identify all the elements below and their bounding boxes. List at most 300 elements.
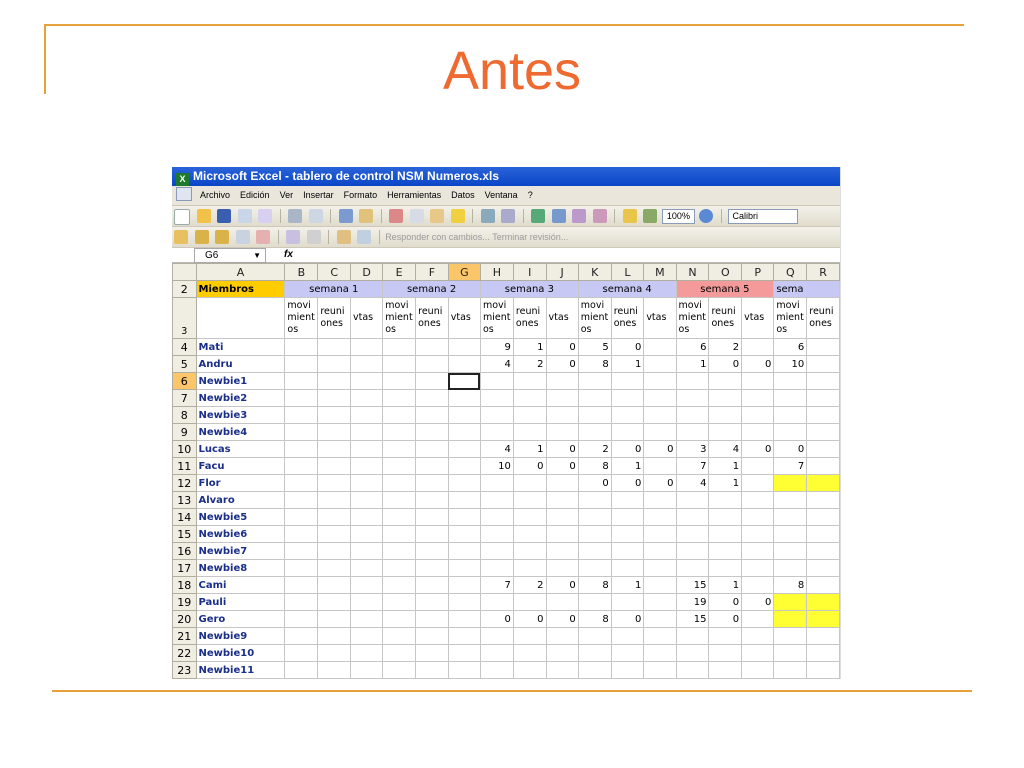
data-cell[interactable] — [807, 339, 840, 356]
data-cell[interactable]: 15 — [676, 611, 709, 628]
data-cell[interactable] — [480, 543, 513, 560]
data-cell[interactable] — [676, 390, 709, 407]
next-comment-icon[interactable] — [215, 230, 229, 244]
data-cell[interactable] — [318, 492, 351, 509]
data-cell[interactable] — [318, 611, 351, 628]
data-cell[interactable] — [578, 645, 611, 662]
data-cell[interactable] — [383, 560, 416, 577]
data-cell[interactable] — [742, 458, 774, 475]
data-cell[interactable] — [774, 492, 807, 509]
data-cell[interactable] — [285, 458, 318, 475]
name-box[interactable] — [194, 248, 266, 263]
week-header[interactable]: semana 3 — [480, 281, 578, 298]
data-cell[interactable] — [318, 662, 351, 679]
data-cell[interactable] — [546, 390, 578, 407]
data-cell[interactable] — [383, 645, 416, 662]
folder-icon[interactable] — [174, 230, 188, 244]
data-cell[interactable]: 3 — [676, 441, 709, 458]
undo-icon[interactable] — [481, 209, 495, 223]
data-cell[interactable] — [807, 475, 840, 492]
column-header[interactable]: R — [807, 264, 840, 281]
data-cell[interactable] — [350, 543, 382, 560]
data-cell[interactable] — [383, 611, 416, 628]
data-cell[interactable] — [774, 662, 807, 679]
data-cell[interactable]: 1 — [709, 475, 742, 492]
data-cell[interactable] — [350, 424, 382, 441]
data-cell[interactable] — [480, 492, 513, 509]
member-name-cell[interactable]: Newbie7 — [196, 543, 285, 560]
data-cell[interactable] — [318, 475, 351, 492]
data-cell[interactable] — [416, 475, 449, 492]
data-cell[interactable] — [578, 628, 611, 645]
data-cell[interactable]: 0 — [546, 458, 578, 475]
data-cell[interactable] — [448, 526, 480, 543]
data-cell[interactable] — [416, 458, 449, 475]
data-cell[interactable] — [318, 577, 351, 594]
data-cell[interactable] — [546, 509, 578, 526]
member-name-cell[interactable]: Cami — [196, 577, 285, 594]
sub-header-cell[interactable]: reuni ones — [513, 298, 546, 339]
column-header[interactable]: A — [196, 264, 285, 281]
sub-header-cell[interactable]: reuni ones — [807, 298, 840, 339]
data-cell[interactable] — [644, 543, 676, 560]
row-header[interactable]: 15 — [173, 526, 197, 543]
member-name-cell[interactable]: Facu — [196, 458, 285, 475]
row-header[interactable]: 23 — [173, 662, 197, 679]
member-name-cell[interactable]: Newbie10 — [196, 645, 285, 662]
paste-icon[interactable] — [430, 209, 444, 223]
member-name-cell[interactable]: Newbie4 — [196, 424, 285, 441]
row-header[interactable]: 5 — [173, 356, 197, 373]
data-cell[interactable] — [742, 577, 774, 594]
data-cell[interactable] — [611, 390, 644, 407]
data-cell[interactable] — [383, 509, 416, 526]
data-cell[interactable] — [709, 662, 742, 679]
data-cell[interactable] — [676, 645, 709, 662]
data-cell[interactable] — [774, 475, 807, 492]
data-cell[interactable] — [383, 373, 416, 390]
data-cell[interactable] — [416, 611, 449, 628]
data-cell[interactable] — [448, 509, 480, 526]
data-cell[interactable]: 1 — [611, 458, 644, 475]
data-cell[interactable] — [807, 611, 840, 628]
data-cell[interactable] — [742, 509, 774, 526]
data-cell[interactable] — [318, 458, 351, 475]
data-cell[interactable] — [546, 526, 578, 543]
data-cell[interactable] — [644, 526, 676, 543]
data-cell[interactable] — [416, 407, 449, 424]
help-icon[interactable] — [699, 209, 713, 223]
print-icon[interactable] — [288, 209, 302, 223]
data-cell[interactable] — [448, 475, 480, 492]
data-cell[interactable]: 0 — [774, 441, 807, 458]
data-cell[interactable] — [709, 424, 742, 441]
week-header[interactable]: semana 2 — [383, 281, 481, 298]
data-cell[interactable] — [285, 492, 318, 509]
data-cell[interactable] — [774, 390, 807, 407]
data-cell[interactable] — [644, 390, 676, 407]
data-cell[interactable] — [742, 424, 774, 441]
data-cell[interactable] — [350, 373, 382, 390]
data-cell[interactable] — [578, 526, 611, 543]
data-cell[interactable] — [350, 611, 382, 628]
data-cell[interactable]: 0 — [611, 441, 644, 458]
data-cell[interactable] — [350, 492, 382, 509]
data-cell[interactable] — [578, 390, 611, 407]
data-cell[interactable] — [416, 526, 449, 543]
data-cell[interactable] — [644, 628, 676, 645]
data-cell[interactable] — [383, 407, 416, 424]
data-cell[interactable]: 0 — [578, 475, 611, 492]
sub-header-cell[interactable]: vtas — [448, 298, 480, 339]
member-name-cell[interactable]: Newbie9 — [196, 628, 285, 645]
data-cell[interactable] — [416, 628, 449, 645]
data-cell[interactable] — [318, 373, 351, 390]
data-cell[interactable]: 1 — [513, 339, 546, 356]
data-cell[interactable] — [807, 645, 840, 662]
data-cell[interactable] — [350, 407, 382, 424]
data-cell[interactable]: 6 — [676, 339, 709, 356]
data-cell[interactable] — [448, 543, 480, 560]
member-name-cell[interactable]: Alvaro — [196, 492, 285, 509]
data-cell[interactable] — [383, 526, 416, 543]
data-cell[interactable] — [416, 594, 449, 611]
data-cell[interactable] — [416, 543, 449, 560]
data-cell[interactable] — [448, 458, 480, 475]
data-cell[interactable] — [709, 628, 742, 645]
data-cell[interactable] — [676, 424, 709, 441]
print-comments-icon[interactable] — [357, 230, 371, 244]
data-cell[interactable] — [676, 509, 709, 526]
data-cell[interactable] — [513, 645, 546, 662]
row-header[interactable]: 22 — [173, 645, 197, 662]
data-cell[interactable] — [350, 509, 382, 526]
data-cell[interactable] — [513, 424, 546, 441]
data-cell[interactable] — [611, 373, 644, 390]
data-cell[interactable]: 2 — [513, 356, 546, 373]
permission-icon[interactable] — [238, 209, 252, 223]
sub-header-cell[interactable]: vtas — [644, 298, 676, 339]
data-cell[interactable]: 4 — [480, 356, 513, 373]
data-cell[interactable] — [774, 373, 807, 390]
data-cell[interactable] — [416, 441, 449, 458]
data-cell[interactable]: 0 — [480, 611, 513, 628]
data-cell[interactable] — [742, 560, 774, 577]
data-cell[interactable] — [709, 526, 742, 543]
data-cell[interactable] — [513, 594, 546, 611]
column-header[interactable]: N — [676, 264, 709, 281]
data-cell[interactable] — [644, 407, 676, 424]
data-cell[interactable] — [578, 543, 611, 560]
data-cell[interactable] — [416, 424, 449, 441]
data-cell[interactable] — [350, 339, 382, 356]
row-header[interactable]: 18 — [173, 577, 197, 594]
data-cell[interactable] — [546, 662, 578, 679]
data-cell[interactable] — [480, 628, 513, 645]
data-cell[interactable] — [416, 645, 449, 662]
data-cell[interactable] — [709, 560, 742, 577]
data-cell[interactable] — [578, 373, 611, 390]
reply-with-changes-button[interactable]: Responder con cambios... — [385, 232, 490, 242]
data-cell[interactable] — [546, 407, 578, 424]
print-preview-icon[interactable] — [309, 209, 323, 223]
data-cell[interactable] — [709, 390, 742, 407]
data-cell[interactable] — [318, 543, 351, 560]
data-cell[interactable] — [644, 339, 676, 356]
data-cell[interactable] — [513, 373, 546, 390]
data-cell[interactable] — [318, 390, 351, 407]
menu-item[interactable]: Formato — [343, 190, 378, 200]
save-icon[interactable] — [217, 209, 231, 223]
data-cell[interactable] — [611, 407, 644, 424]
format-painter-icon[interactable] — [451, 209, 465, 223]
data-cell[interactable]: 5 — [578, 339, 611, 356]
data-cell[interactable] — [285, 594, 318, 611]
data-cell[interactable] — [285, 560, 318, 577]
data-cell[interactable] — [448, 390, 480, 407]
data-cell[interactable] — [807, 662, 840, 679]
row-header[interactable]: 12 — [173, 475, 197, 492]
data-cell[interactable] — [774, 560, 807, 577]
member-name-cell[interactable]: Mati — [196, 339, 285, 356]
select-all-corner[interactable] — [173, 264, 197, 281]
data-cell[interactable] — [774, 543, 807, 560]
data-cell[interactable] — [383, 475, 416, 492]
column-header[interactable]: Q — [774, 264, 807, 281]
data-cell[interactable]: 0 — [644, 475, 676, 492]
data-cell[interactable] — [448, 339, 480, 356]
member-name-cell[interactable]: Gero — [196, 611, 285, 628]
data-cell[interactable] — [807, 628, 840, 645]
data-cell[interactable] — [448, 560, 480, 577]
data-cell[interactable] — [350, 662, 382, 679]
data-cell[interactable] — [513, 543, 546, 560]
data-cell[interactable] — [546, 560, 578, 577]
data-cell[interactable] — [448, 407, 480, 424]
member-name-cell[interactable]: Newbie2 — [196, 390, 285, 407]
data-cell[interactable] — [383, 424, 416, 441]
data-cell[interactable] — [807, 356, 840, 373]
data-cell[interactable] — [416, 339, 449, 356]
data-cell[interactable] — [513, 560, 546, 577]
data-cell[interactable] — [774, 628, 807, 645]
column-header[interactable]: K — [578, 264, 611, 281]
data-cell[interactable] — [611, 645, 644, 662]
data-cell[interactable] — [611, 628, 644, 645]
sub-header-cell[interactable]: reuni ones — [611, 298, 644, 339]
data-cell[interactable] — [807, 407, 840, 424]
data-cell[interactable] — [742, 526, 774, 543]
data-cell[interactable] — [578, 594, 611, 611]
data-cell[interactable] — [480, 509, 513, 526]
data-cell[interactable] — [416, 356, 449, 373]
data-cell[interactable] — [285, 390, 318, 407]
data-cell[interactable] — [285, 441, 318, 458]
data-cell[interactable] — [285, 662, 318, 679]
data-cell[interactable]: 2 — [578, 441, 611, 458]
data-cell[interactable]: 6 — [774, 339, 807, 356]
menu-item[interactable]: Datos — [451, 190, 475, 200]
data-cell[interactable] — [676, 543, 709, 560]
data-cell[interactable] — [285, 373, 318, 390]
data-cell[interactable] — [285, 611, 318, 628]
data-cell[interactable] — [318, 441, 351, 458]
column-header[interactable]: I — [513, 264, 546, 281]
prev-comment-icon[interactable] — [195, 230, 209, 244]
data-cell[interactable] — [448, 662, 480, 679]
data-cell[interactable] — [383, 356, 416, 373]
member-name-cell[interactable]: Andru — [196, 356, 285, 373]
data-cell[interactable] — [676, 492, 709, 509]
data-cell[interactable] — [644, 356, 676, 373]
sub-header-cell[interactable]: movi mient os — [383, 298, 416, 339]
row-header[interactable]: 3 — [173, 298, 197, 339]
member-name-cell[interactable]: Newbie1 — [196, 373, 285, 390]
data-cell[interactable]: 8 — [578, 458, 611, 475]
member-name-cell[interactable]: Newbie11 — [196, 662, 285, 679]
data-cell[interactable] — [546, 424, 578, 441]
data-cell[interactable] — [578, 424, 611, 441]
row-header[interactable]: 19 — [173, 594, 197, 611]
data-cell[interactable] — [285, 475, 318, 492]
data-cell[interactable] — [383, 594, 416, 611]
data-cell[interactable] — [611, 424, 644, 441]
member-name-cell[interactable]: Pauli — [196, 594, 285, 611]
column-header[interactable]: F — [416, 264, 449, 281]
drawing-icon[interactable] — [643, 209, 657, 223]
row-header[interactable]: 16 — [173, 543, 197, 560]
data-cell[interactable] — [318, 526, 351, 543]
data-cell[interactable] — [742, 611, 774, 628]
data-cell[interactable]: 1 — [709, 577, 742, 594]
data-cell[interactable]: 7 — [774, 458, 807, 475]
data-cell[interactable] — [416, 373, 449, 390]
menu-item[interactable]: Insertar — [303, 190, 334, 200]
members-header[interactable]: Miembros — [196, 281, 285, 298]
data-cell[interactable]: 7 — [676, 458, 709, 475]
sub-header-cell[interactable]: movi mient os — [774, 298, 807, 339]
data-cell[interactable] — [611, 526, 644, 543]
data-cell[interactable] — [644, 560, 676, 577]
data-cell[interactable]: 10 — [774, 356, 807, 373]
data-cell[interactable] — [709, 543, 742, 560]
chart-wizard-icon[interactable] — [623, 209, 637, 223]
row-header[interactable]: 7 — [173, 390, 197, 407]
row-header[interactable]: 4 — [173, 339, 197, 356]
data-cell[interactable] — [546, 628, 578, 645]
data-cell[interactable] — [318, 560, 351, 577]
data-cell[interactable] — [350, 356, 382, 373]
data-cell[interactable] — [448, 424, 480, 441]
data-cell[interactable] — [383, 339, 416, 356]
data-cell[interactable] — [318, 594, 351, 611]
data-cell[interactable] — [742, 662, 774, 679]
sub-header-cell[interactable]: reuni ones — [416, 298, 449, 339]
sort-desc-icon[interactable] — [593, 209, 607, 223]
data-cell[interactable] — [807, 492, 840, 509]
data-cell[interactable]: 1 — [611, 356, 644, 373]
data-cell[interactable] — [416, 577, 449, 594]
data-cell[interactable] — [546, 594, 578, 611]
data-cell[interactable]: 0 — [546, 577, 578, 594]
spelling-icon[interactable] — [339, 209, 353, 223]
data-cell[interactable] — [807, 560, 840, 577]
data-cell[interactable] — [480, 526, 513, 543]
data-cell[interactable] — [546, 373, 578, 390]
data-cell[interactable] — [416, 509, 449, 526]
workbook-icon[interactable] — [176, 187, 192, 201]
data-cell[interactable]: 7 — [480, 577, 513, 594]
data-cell[interactable] — [480, 390, 513, 407]
data-cell[interactable] — [742, 390, 774, 407]
data-cell[interactable]: 0 — [611, 339, 644, 356]
data-cell[interactable] — [383, 458, 416, 475]
hyperlink-icon[interactable] — [531, 209, 545, 223]
data-cell[interactable]: 2 — [513, 577, 546, 594]
track-changes-icon[interactable] — [286, 230, 300, 244]
row-header[interactable]: 10 — [173, 441, 197, 458]
data-cell[interactable] — [285, 407, 318, 424]
data-cell[interactable]: 1 — [709, 458, 742, 475]
menu-item[interactable]: Herramientas — [387, 190, 442, 200]
member-name-cell[interactable]: Newbie3 — [196, 407, 285, 424]
data-cell[interactable] — [513, 662, 546, 679]
sub-header-cell[interactable]: reuni ones — [318, 298, 351, 339]
data-cell[interactable] — [676, 662, 709, 679]
data-cell[interactable] — [480, 373, 513, 390]
column-header[interactable]: J — [546, 264, 578, 281]
data-cell[interactable] — [611, 492, 644, 509]
data-cell[interactable] — [742, 475, 774, 492]
data-cell[interactable] — [513, 526, 546, 543]
data-cell[interactable] — [480, 475, 513, 492]
data-cell[interactable] — [644, 492, 676, 509]
data-cell[interactable] — [383, 628, 416, 645]
data-cell[interactable]: 4 — [676, 475, 709, 492]
member-name-cell[interactable]: Newbie6 — [196, 526, 285, 543]
sort-asc-icon[interactable] — [572, 209, 586, 223]
data-cell[interactable] — [318, 424, 351, 441]
data-cell[interactable] — [644, 509, 676, 526]
data-cell[interactable] — [285, 339, 318, 356]
menu-item[interactable]: Ver — [279, 190, 294, 200]
data-cell[interactable] — [383, 390, 416, 407]
data-cell[interactable] — [350, 560, 382, 577]
data-cell[interactable] — [285, 577, 318, 594]
row-header[interactable]: 17 — [173, 560, 197, 577]
data-cell[interactable]: 0 — [709, 356, 742, 373]
data-cell[interactable] — [611, 543, 644, 560]
data-cell[interactable]: 0 — [644, 441, 676, 458]
data-cell[interactable]: 15 — [676, 577, 709, 594]
data-cell[interactable] — [513, 407, 546, 424]
end-review-button[interactable]: Terminar revisión... — [492, 232, 569, 242]
data-cell[interactable] — [807, 577, 840, 594]
member-name-cell[interactable]: Newbie8 — [196, 560, 285, 577]
data-cell[interactable]: 0 — [742, 441, 774, 458]
data-cell[interactable] — [285, 509, 318, 526]
edit-icon[interactable] — [337, 230, 351, 244]
data-cell[interactable] — [513, 509, 546, 526]
sub-header-cell[interactable]: reuni ones — [709, 298, 742, 339]
row-header[interactable]: 6 — [173, 373, 197, 390]
data-cell[interactable]: 10 — [480, 458, 513, 475]
data-cell[interactable] — [480, 662, 513, 679]
window-titlebar[interactable] — [172, 167, 840, 186]
font-select[interactable]: Calibri — [728, 209, 798, 224]
fx-icon[interactable]: fx — [284, 249, 293, 260]
data-cell[interactable] — [448, 441, 480, 458]
